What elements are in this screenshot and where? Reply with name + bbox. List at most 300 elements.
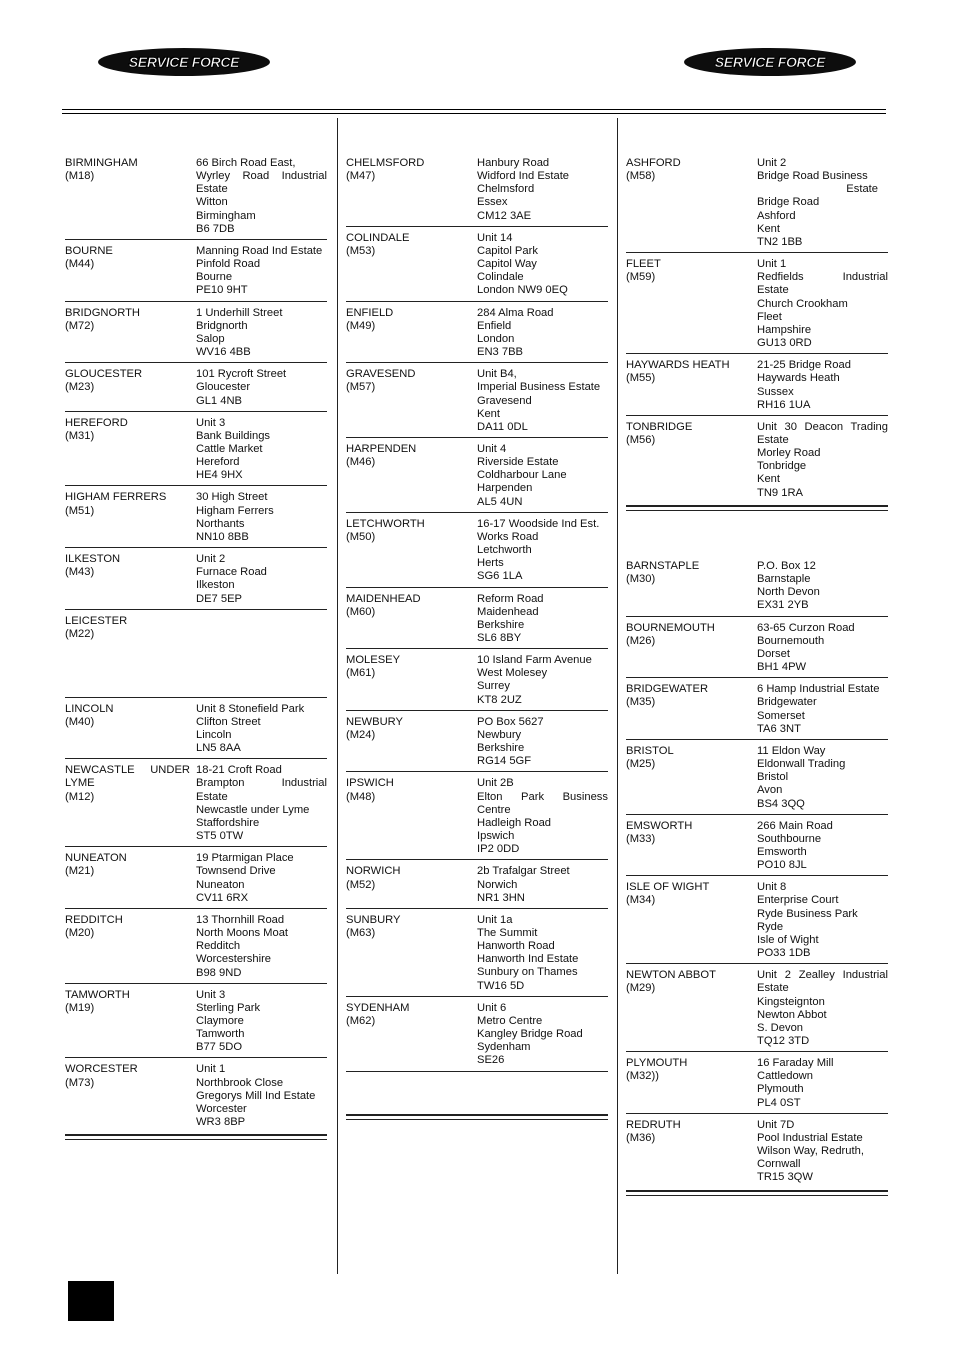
column-divider (337, 118, 338, 1274)
dealer-address (757, 820, 888, 873)
town-line: TAMWORTH (65, 988, 130, 1001)
dealer-town (65, 914, 196, 980)
address-line: 30 High Street (196, 491, 268, 504)
address-line: Estate (757, 433, 789, 446)
dealer-entry (346, 1002, 608, 1072)
address-line: Emsworth (757, 845, 807, 858)
town-line: NORWICH (346, 865, 401, 878)
address-line: The Summit (477, 926, 538, 939)
dealer-address (477, 232, 608, 298)
address-line: Colindale (477, 271, 524, 284)
dealer-town (65, 368, 196, 407)
dealer-town (346, 914, 477, 993)
dealer-entry (346, 368, 608, 438)
address-line: Surrey (477, 680, 510, 693)
address-line: Berkshire (477, 618, 525, 631)
dealer-entry (65, 1063, 327, 1132)
town-line: (M35) (626, 696, 656, 709)
dealer-entry (346, 865, 608, 908)
dealer-entry (346, 716, 608, 773)
town-line: (M72) (65, 319, 95, 332)
address-line: Sussex (757, 385, 794, 398)
address-line: Lincoln (196, 729, 232, 741)
dealer-address (196, 417, 327, 483)
dealer-entry (65, 989, 327, 1059)
address-line: Unit 4 (477, 442, 507, 455)
dealer-address (757, 969, 888, 1048)
dealer-town (346, 518, 477, 584)
dealer-address (477, 368, 608, 434)
town-line: (M23) (65, 381, 95, 394)
address-line: Clifton Street (196, 715, 261, 728)
address-line: Kent (757, 222, 781, 235)
dealer-entry (65, 157, 327, 240)
address-line: Gregorys Mill Ind Estate (196, 1089, 316, 1102)
address-line: Bridgewater (757, 696, 817, 709)
address-line: WV16 4BB (196, 346, 251, 359)
address-line: B77 5DO (196, 1041, 243, 1054)
address-line: LN5 8AA (196, 742, 241, 755)
address-line: Cornwall (757, 1158, 801, 1171)
address-line: Worcestershire (196, 953, 272, 966)
address-line: Kingsteignton (757, 995, 825, 1008)
town-line: (M26) (626, 634, 656, 647)
address-line: S. Devon (757, 1021, 804, 1034)
town-line: (M60) (346, 605, 376, 618)
address-line: Widford Ind Estate (477, 170, 570, 183)
dealer-town (626, 258, 757, 350)
address-line: CM12 3AE (477, 209, 532, 222)
address-line: TW16 5D (477, 979, 525, 992)
town-line: NEWBURY (346, 715, 403, 728)
dealer-town (626, 359, 757, 412)
dealer-town (65, 764, 196, 843)
address-line: KT8 2UZ (477, 693, 522, 706)
town-line: HAYWARDS HEATH (626, 359, 730, 372)
dealer-address (477, 518, 608, 584)
dealer-town (65, 989, 196, 1055)
town-line: (M31) (65, 429, 95, 442)
address-line: Bridge Road Business (757, 170, 868, 183)
address-line: Unit 30 Deacon Trading (757, 420, 888, 433)
address-line: West Molesey (477, 667, 548, 680)
dealer-town (626, 157, 757, 249)
dealer-entry (346, 593, 608, 650)
dealer-town (626, 820, 757, 873)
address-line: 19 Ptarmigan Place (196, 852, 294, 865)
address-line: Bournemouth (757, 634, 825, 647)
address-line: Ryde Business Park (757, 907, 858, 920)
town-line: SUNBURY (346, 913, 401, 926)
section-end-rule (346, 1114, 608, 1120)
dealer-town (65, 1063, 196, 1129)
dealer-town (65, 852, 196, 905)
dealer-address (477, 716, 608, 769)
address-line: Southbourne (757, 832, 822, 845)
town-line: ISLE OF WIGHT (626, 881, 710, 894)
address-line: Herts (477, 557, 504, 570)
address-line: Bridge Road (757, 196, 820, 209)
address-line: P.O. Box 12 (757, 560, 816, 572)
header-rule (62, 109, 886, 110)
address-line: Works Road (477, 530, 539, 543)
dealer-town (626, 683, 757, 736)
dealer-entry (346, 654, 608, 711)
address-line: 266 Main Road (757, 819, 833, 832)
address-line: Unit 2 (757, 157, 787, 169)
dealer-town (626, 1119, 757, 1185)
address-line: Unit 3 (196, 988, 226, 1001)
town-line: (M55) (626, 372, 656, 385)
town-line: LETCHWORTH (346, 517, 425, 530)
dealer-address (757, 622, 888, 675)
town-line: (M52) (346, 878, 376, 891)
address-line: Coldharbour Lane (477, 469, 567, 482)
address-line: Hanbury Road (477, 157, 550, 169)
address-column-3-south-west (626, 560, 888, 1196)
town-line: (M32)) (626, 1070, 659, 1083)
town-line: MAIDENHEAD (346, 592, 421, 605)
address-line: Unit 1 (196, 1063, 226, 1076)
town-line: (M22) (65, 627, 95, 640)
address-line: Sydenham (477, 1041, 531, 1054)
town-line: NEWCASTLE UNDER (65, 764, 190, 777)
dealer-entry (65, 703, 327, 760)
dealer-entry (65, 764, 327, 847)
town-line: (M20) (65, 927, 95, 940)
address-line: Ryde (757, 920, 784, 933)
dealer-town (626, 745, 757, 811)
dealer-town (346, 1002, 477, 1068)
dealer-town (65, 553, 196, 606)
town-line: (M73) (65, 1076, 95, 1089)
dealer-town (346, 443, 477, 509)
town-line: (M24) (346, 728, 376, 741)
address-line: Estate (196, 790, 228, 803)
dealer-town (346, 654, 477, 707)
dealer-entry (65, 368, 327, 411)
address-line: Unit 8 (757, 881, 787, 894)
service-force-logo: SERVICE FORCE (684, 48, 856, 76)
address-line: 63-65 Curzon Road (757, 621, 855, 634)
dealer-town (626, 421, 757, 500)
address-line: Metro Centre (477, 1014, 543, 1027)
dealer-entry (65, 307, 327, 364)
dealer-address (757, 881, 888, 960)
town-line: BOURNE (65, 244, 113, 257)
address-line: Hampshire (757, 323, 812, 336)
dealer-town (65, 417, 196, 483)
town-line: BRISTOL (626, 744, 674, 757)
address-line: Ashford (757, 209, 796, 222)
dealer-entry (626, 881, 888, 964)
address-line: Witton (196, 196, 228, 209)
address-line: Pinfold Road (196, 258, 261, 271)
address-line: Harpenden (477, 482, 533, 495)
address-line: Ipswich (477, 830, 515, 843)
address-line: TN9 1RA (757, 486, 804, 499)
address-line: Manning Road Ind Estate (196, 244, 323, 257)
town-line: LINCOLN (65, 702, 114, 715)
town-line: GRAVESEND (346, 368, 416, 381)
address-line: HE4 9HX (196, 469, 243, 482)
town-line: ENFIELD (346, 306, 394, 319)
dealer-town (346, 777, 477, 856)
address-line: Tamworth (196, 1028, 245, 1041)
address-line: 16-17 Woodside Ind Est. (477, 517, 600, 530)
column-divider (617, 118, 618, 1274)
town-line: ASHFORD (626, 157, 681, 169)
town-line: TONBRIDGE (626, 420, 693, 433)
address-line: 101 Rycroft Street (196, 368, 287, 381)
address-line: North Moons Moat (196, 927, 289, 940)
dealer-address (196, 491, 327, 544)
dealer-entry (626, 359, 888, 416)
address-line: Bank Buildings (196, 429, 271, 442)
dealer-entry (346, 232, 608, 302)
dealer-address (196, 245, 327, 298)
address-line: Northbrook Close (196, 1076, 284, 1089)
address-line: Berkshire (477, 742, 525, 755)
address-line: SL6 8BY (477, 632, 522, 644)
town-line: (M63) (346, 926, 376, 939)
address-line: BH1 4PW (757, 661, 807, 674)
town-line: (M12) (65, 790, 95, 803)
town-line: NEWTON ABBOT (626, 969, 716, 982)
section-end-rule (626, 1190, 888, 1196)
address-line: Cattle Market (196, 442, 263, 455)
dealer-address (757, 1057, 888, 1110)
dealer-town (65, 703, 196, 756)
address-line: B6 7DB (196, 222, 235, 235)
town-line: (M46) (346, 456, 376, 469)
town-line: PLYMOUTH (626, 1057, 688, 1070)
address-line: London (477, 332, 515, 345)
town-line: BOURNEMOUTH (626, 621, 715, 634)
dealer-address (477, 593, 608, 646)
address-line: Chelmsford (477, 183, 535, 196)
address-line: Staffordshire (196, 816, 260, 829)
page-number-box (68, 1281, 114, 1321)
address-line: 284 Alma Road (477, 306, 554, 319)
town-line: HEREFORD (65, 416, 128, 429)
address-line: DA11 0DL (477, 420, 528, 433)
town-line: NUNEATON (65, 852, 127, 865)
address-line: Morley Road (757, 447, 821, 460)
town-line: (M56) (626, 433, 656, 446)
address-line: Enterprise Court (757, 894, 839, 907)
town-line: (M57) (346, 381, 376, 394)
address-line: Furnace Road (196, 566, 267, 579)
address-line: Somerset (757, 709, 805, 722)
dealer-address (196, 1063, 327, 1129)
address-line: NR1 3HN (477, 891, 525, 904)
town-line: (M19) (65, 1001, 95, 1014)
address-line: Kent (757, 473, 781, 486)
dealer-address (477, 157, 608, 223)
dealer-address (757, 421, 888, 500)
address-line: 10 Island Farm Avenue (477, 654, 592, 667)
address-line: Estate (846, 183, 878, 196)
town-line: FLEET (626, 258, 661, 271)
town-line: CHELMSFORD (346, 157, 425, 169)
dealer-address (196, 368, 327, 407)
address-line: Unit 14 (477, 231, 513, 244)
dealer-address (196, 703, 327, 756)
address-line: Norwich (477, 878, 518, 891)
address-line: Unit 7D (757, 1118, 795, 1131)
address-line: PO Box 5627 (477, 715, 544, 728)
address-line: Wilson Way, Redruth, (757, 1145, 864, 1158)
town-line: (M25) (626, 758, 656, 771)
town-line: (M61) (346, 667, 376, 680)
address-line: RH16 1UA (757, 398, 811, 411)
dealer-address (196, 764, 327, 843)
header-rule (62, 113, 886, 114)
town-line: (M58) (626, 170, 656, 183)
address-line: PO10 8JL (757, 859, 807, 872)
dealer-town (626, 881, 757, 960)
address-line: Unit 2 (196, 553, 226, 566)
address-line: Hanworth Road (477, 940, 555, 953)
dealer-town (626, 1057, 757, 1110)
dealer-address (196, 157, 327, 236)
section-end-rule (626, 505, 888, 511)
dealer-entry (346, 777, 608, 860)
address-line: GL1 4NB (196, 394, 243, 407)
dealer-address (477, 777, 608, 856)
address-line: Maidenhead (477, 605, 539, 618)
dealer-entry (65, 553, 327, 610)
dealer-entry (346, 914, 608, 997)
dealer-entry (626, 258, 888, 354)
address-line: Church Crookham (757, 297, 848, 310)
address-line: Elton Park Business (477, 790, 608, 803)
dealer-town (346, 368, 477, 434)
address-line: Redfields Industrial (757, 271, 888, 284)
town-line: (M48) (346, 790, 376, 803)
dealer-entry (65, 914, 327, 984)
dealer-entry (626, 1057, 888, 1114)
address-line: Hanworth Ind Estate (477, 953, 579, 966)
town-line: ILKESTON (65, 553, 121, 566)
address-line: Brampton Industrial (196, 777, 327, 790)
dealer-entry (346, 307, 608, 364)
address-line: Unit B4, (477, 368, 517, 381)
address-line: 13 Thornhill Road (196, 913, 285, 926)
dealer-town (346, 716, 477, 769)
town-line: (M18) (65, 170, 95, 183)
address-line: TA6 3NT (757, 722, 801, 735)
town-line: (M33) (626, 832, 656, 845)
dealer-address (477, 307, 608, 360)
dealer-address (757, 683, 888, 736)
address-line: 6 Hamp Industrial Estate (757, 683, 880, 696)
address-line: Unit 8 Stonefield Park (196, 702, 305, 715)
address-line: Estate (757, 982, 789, 995)
dealer-town (65, 157, 196, 236)
address-line: 1 Underhill Street (196, 306, 283, 319)
dealer-address (477, 865, 608, 904)
town-line: LEICESTER (65, 614, 128, 627)
town-line: (M50) (346, 530, 376, 543)
address-line: Gravesend (477, 394, 532, 407)
address-line: Unit 1a (477, 913, 513, 926)
address-line: PE10 9HT (196, 284, 248, 297)
address-line: Essex (477, 196, 508, 209)
address-line: RG14 5GF (477, 755, 532, 768)
town-line: (M43) (65, 566, 95, 579)
dealer-entry (346, 518, 608, 588)
dealer-entry (626, 683, 888, 740)
address-line: Letchworth (477, 544, 532, 557)
address-line: Plymouth (757, 1083, 804, 1096)
address-line: Newbury (477, 728, 522, 741)
dealer-town (346, 593, 477, 646)
address-line: Fleet (757, 310, 782, 323)
dealer-address (477, 443, 608, 509)
town-line: SYDENHAM (346, 1001, 410, 1014)
address-line: B98 9ND (196, 966, 242, 979)
dealer-address (757, 1119, 888, 1185)
address-line: PL4 0ST (757, 1096, 801, 1109)
dealer-entry (626, 1119, 888, 1188)
address-line: Tonbridge (757, 460, 807, 473)
address-line: London NW9 0EQ (477, 284, 568, 297)
town-line: (M34) (626, 894, 656, 907)
address-line: Bridgnorth (196, 319, 248, 332)
town-line: HIGHAM FERRERS (65, 491, 167, 504)
address-line: Townsend Drive (196, 865, 276, 878)
address-line: SE26 (477, 1054, 505, 1067)
dealer-town (346, 157, 477, 223)
dealer-address (196, 615, 327, 694)
town-line: (M59) (626, 271, 656, 284)
address-line: Wyrley Road Industrial (196, 170, 327, 183)
dealer-entry (65, 852, 327, 909)
address-line: SG6 1LA (477, 570, 523, 583)
dealer-entry (626, 745, 888, 815)
address-column-2 (346, 157, 608, 1077)
town-line: REDRUTH (626, 1118, 681, 1131)
town-line: GLOUCESTER (65, 368, 143, 381)
address-line: Newcastle under Lyme (196, 803, 310, 816)
address-line: Ilkeston (196, 579, 235, 592)
dealer-town (626, 560, 757, 613)
address-line: Haywards Heath (757, 372, 840, 385)
address-line: EN3 7BB (477, 346, 524, 359)
address-line: North Devon (757, 586, 820, 599)
dealer-address (196, 914, 327, 980)
address-column-1 (65, 157, 327, 1140)
address-line: CV11 6RX (196, 891, 249, 904)
dealer-entry (346, 443, 608, 513)
address-line: Unit 2B (477, 777, 514, 790)
dealer-entry (65, 615, 327, 698)
address-line: Kent (477, 407, 501, 420)
address-line: Hereford (196, 456, 240, 469)
dealer-entry (626, 560, 888, 617)
address-line: TN2 1BB (757, 235, 803, 248)
dealer-entry (626, 157, 888, 253)
dealer-entry (65, 417, 327, 487)
dealer-town (626, 969, 757, 1048)
dealer-entry (626, 969, 888, 1052)
address-line: IP2 0DD (477, 843, 520, 856)
address-line: Unit 2 Zealley Industrial (757, 969, 888, 982)
dealer-address (196, 989, 327, 1055)
dealer-address (757, 157, 888, 249)
